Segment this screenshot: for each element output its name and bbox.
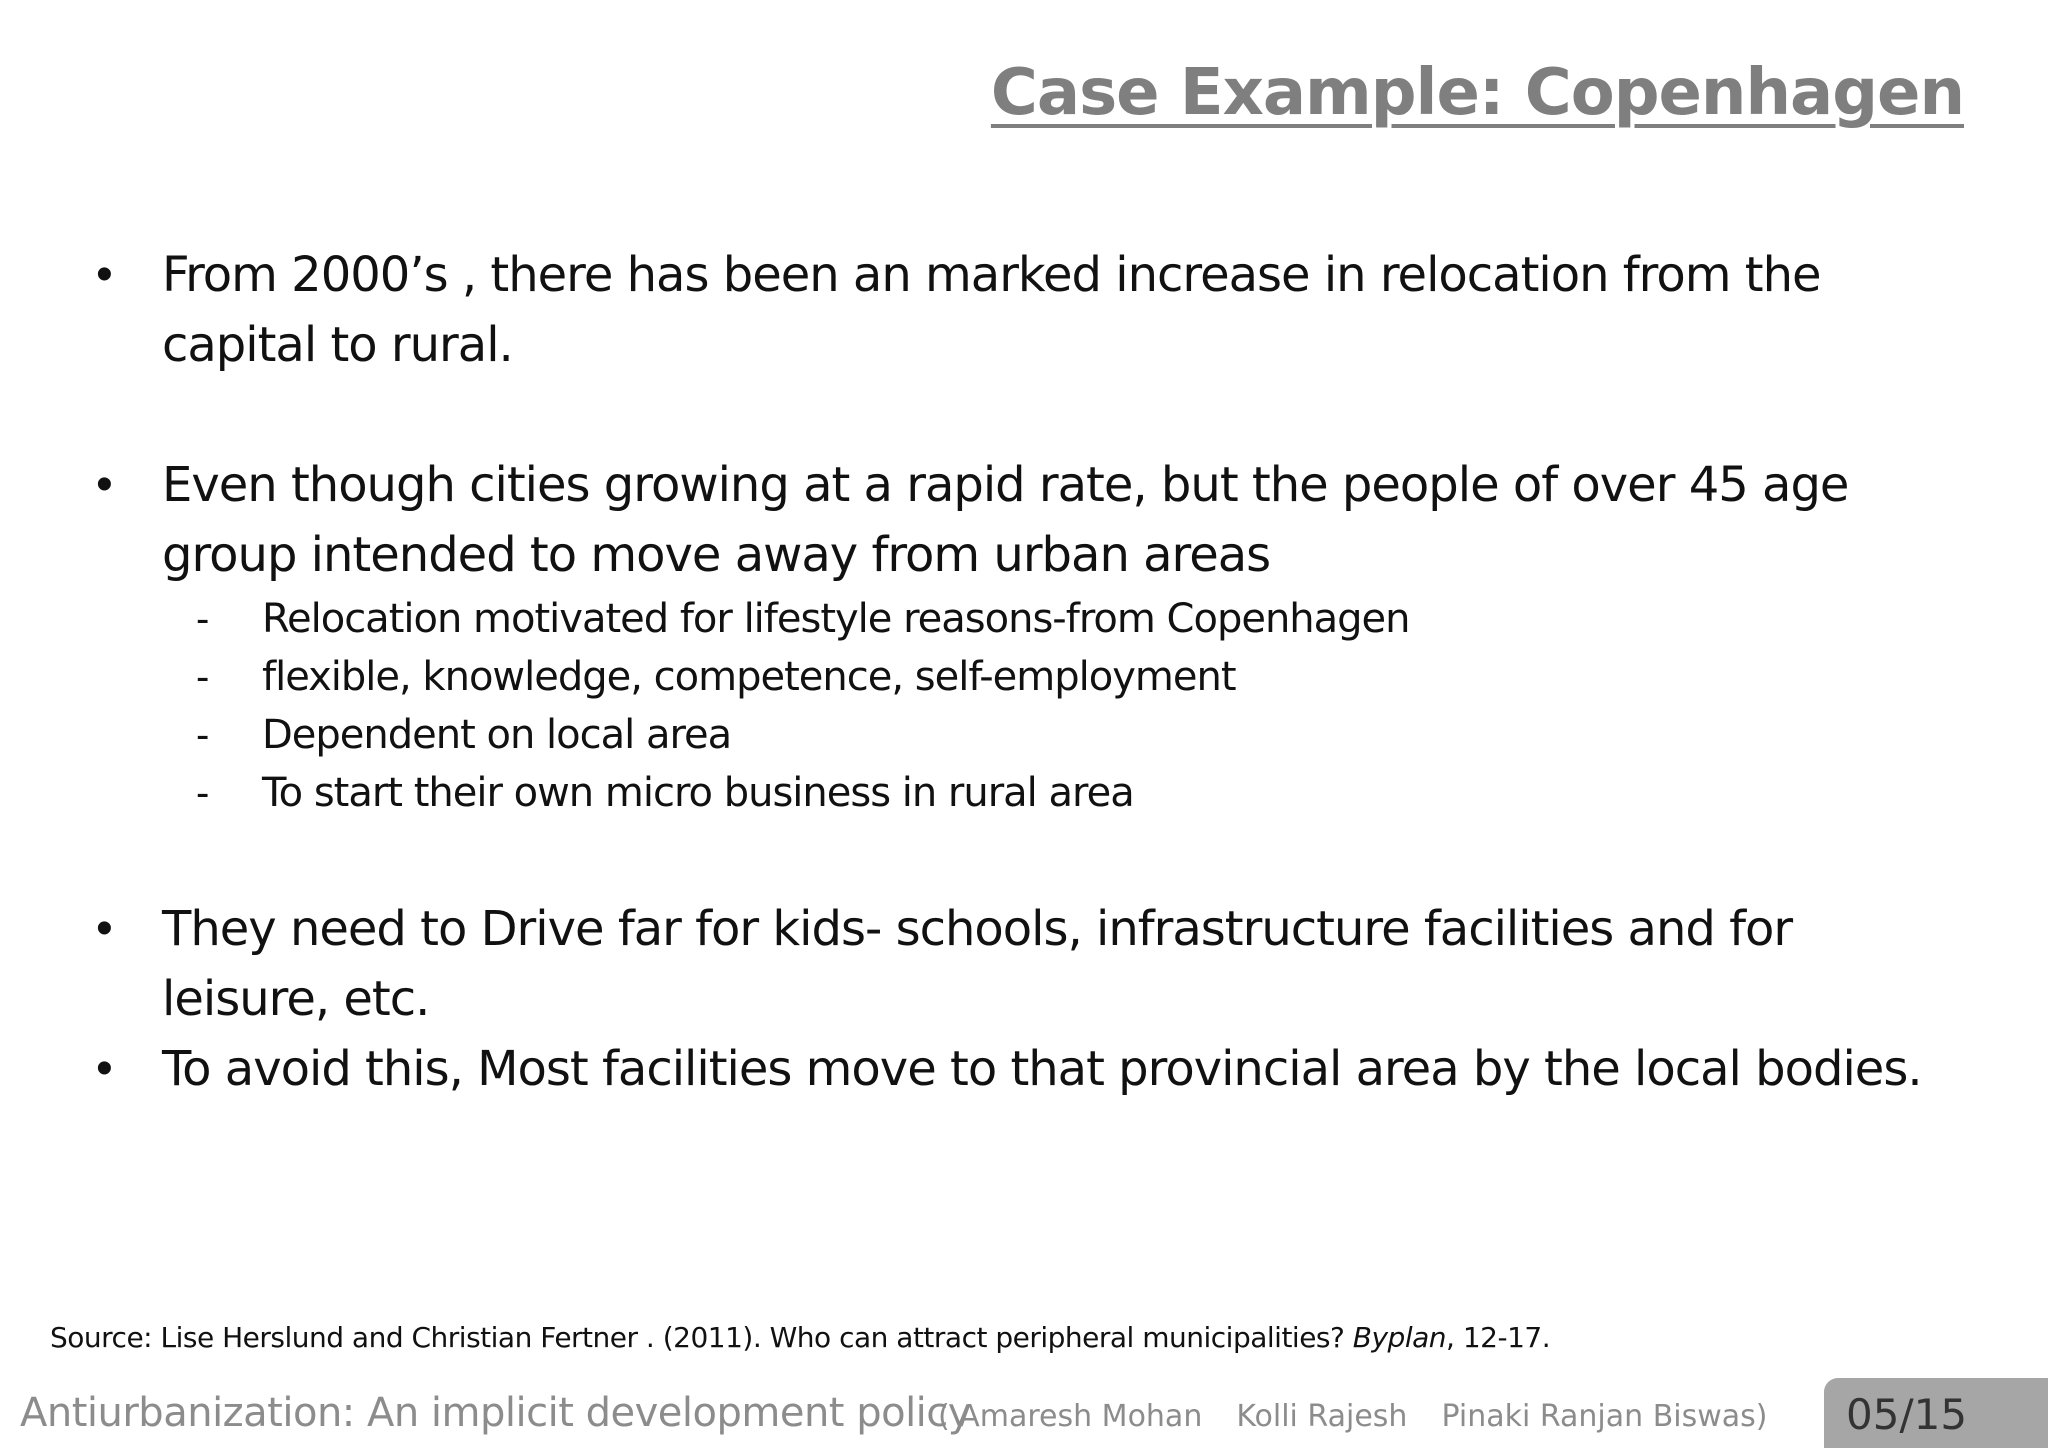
bullet-text: From 2000’s , there has been an marked increase in relocation from the capital to rural.	[162, 247, 1821, 373]
sub-item-text: To start their own micro business in rural area	[262, 770, 1134, 816]
author-name: ( Amaresh Mohan	[938, 1399, 1203, 1434]
page-number-badge	[1824, 1378, 2048, 1448]
dash-icon: -	[196, 713, 210, 757]
footer-authors	[938, 1382, 1802, 1448]
dash-icon: -	[196, 655, 210, 699]
source-journal: Byplan	[1352, 1321, 1447, 1354]
bullet-icon: •	[96, 902, 113, 955]
sub-item-text: Dependent on local area	[262, 712, 732, 758]
bullet-text: They need to Drive far for kids- schools, infrastructure facilities and for leisure, etc.	[162, 901, 1793, 1027]
sub-item	[0, 590, 2048, 648]
bullet-icon: •	[96, 1042, 113, 1095]
author-name: Kolli Rajesh	[1236, 1399, 1408, 1434]
sub-item	[0, 706, 2048, 764]
sub-item	[0, 648, 2048, 706]
bullet-icon: •	[96, 458, 113, 511]
dash-icon: -	[196, 597, 210, 641]
sub-item-text: Relocation motivated for lifestyle reasons-from Copenhagen	[262, 596, 1410, 642]
sub-item	[0, 764, 2048, 822]
bullet-text: Even though cities growing at a rapid rate, but the people of over 45 age group intended to move away from urban areas	[162, 457, 1849, 583]
sub-item-text: flexible, knowledge, competence, self-employment	[262, 654, 1236, 700]
author-name: Pinaki Ranjan Biswas)	[1441, 1399, 1768, 1434]
source-citation	[50, 1318, 1550, 1358]
footer-title: Antiurbanization: An implicit development policy	[20, 1390, 971, 1436]
bullet-text: To avoid this, Most facilities move to that provincial area by the local bodies.	[162, 1041, 1922, 1097]
slide-title: Case Example: Copenhagen	[990, 56, 1964, 130]
dash-icon: -	[196, 771, 210, 815]
source-suffix: , 12-17.	[1446, 1321, 1551, 1354]
bullet-icon: •	[96, 248, 113, 301]
footer-bar	[0, 1378, 2048, 1448]
source-prefix: Source: Lise Herslund and Christian Fertner . (2011). Who can attract peripheral municipalities?	[50, 1321, 1353, 1354]
page-number: 05/15	[1846, 1390, 1968, 1439]
